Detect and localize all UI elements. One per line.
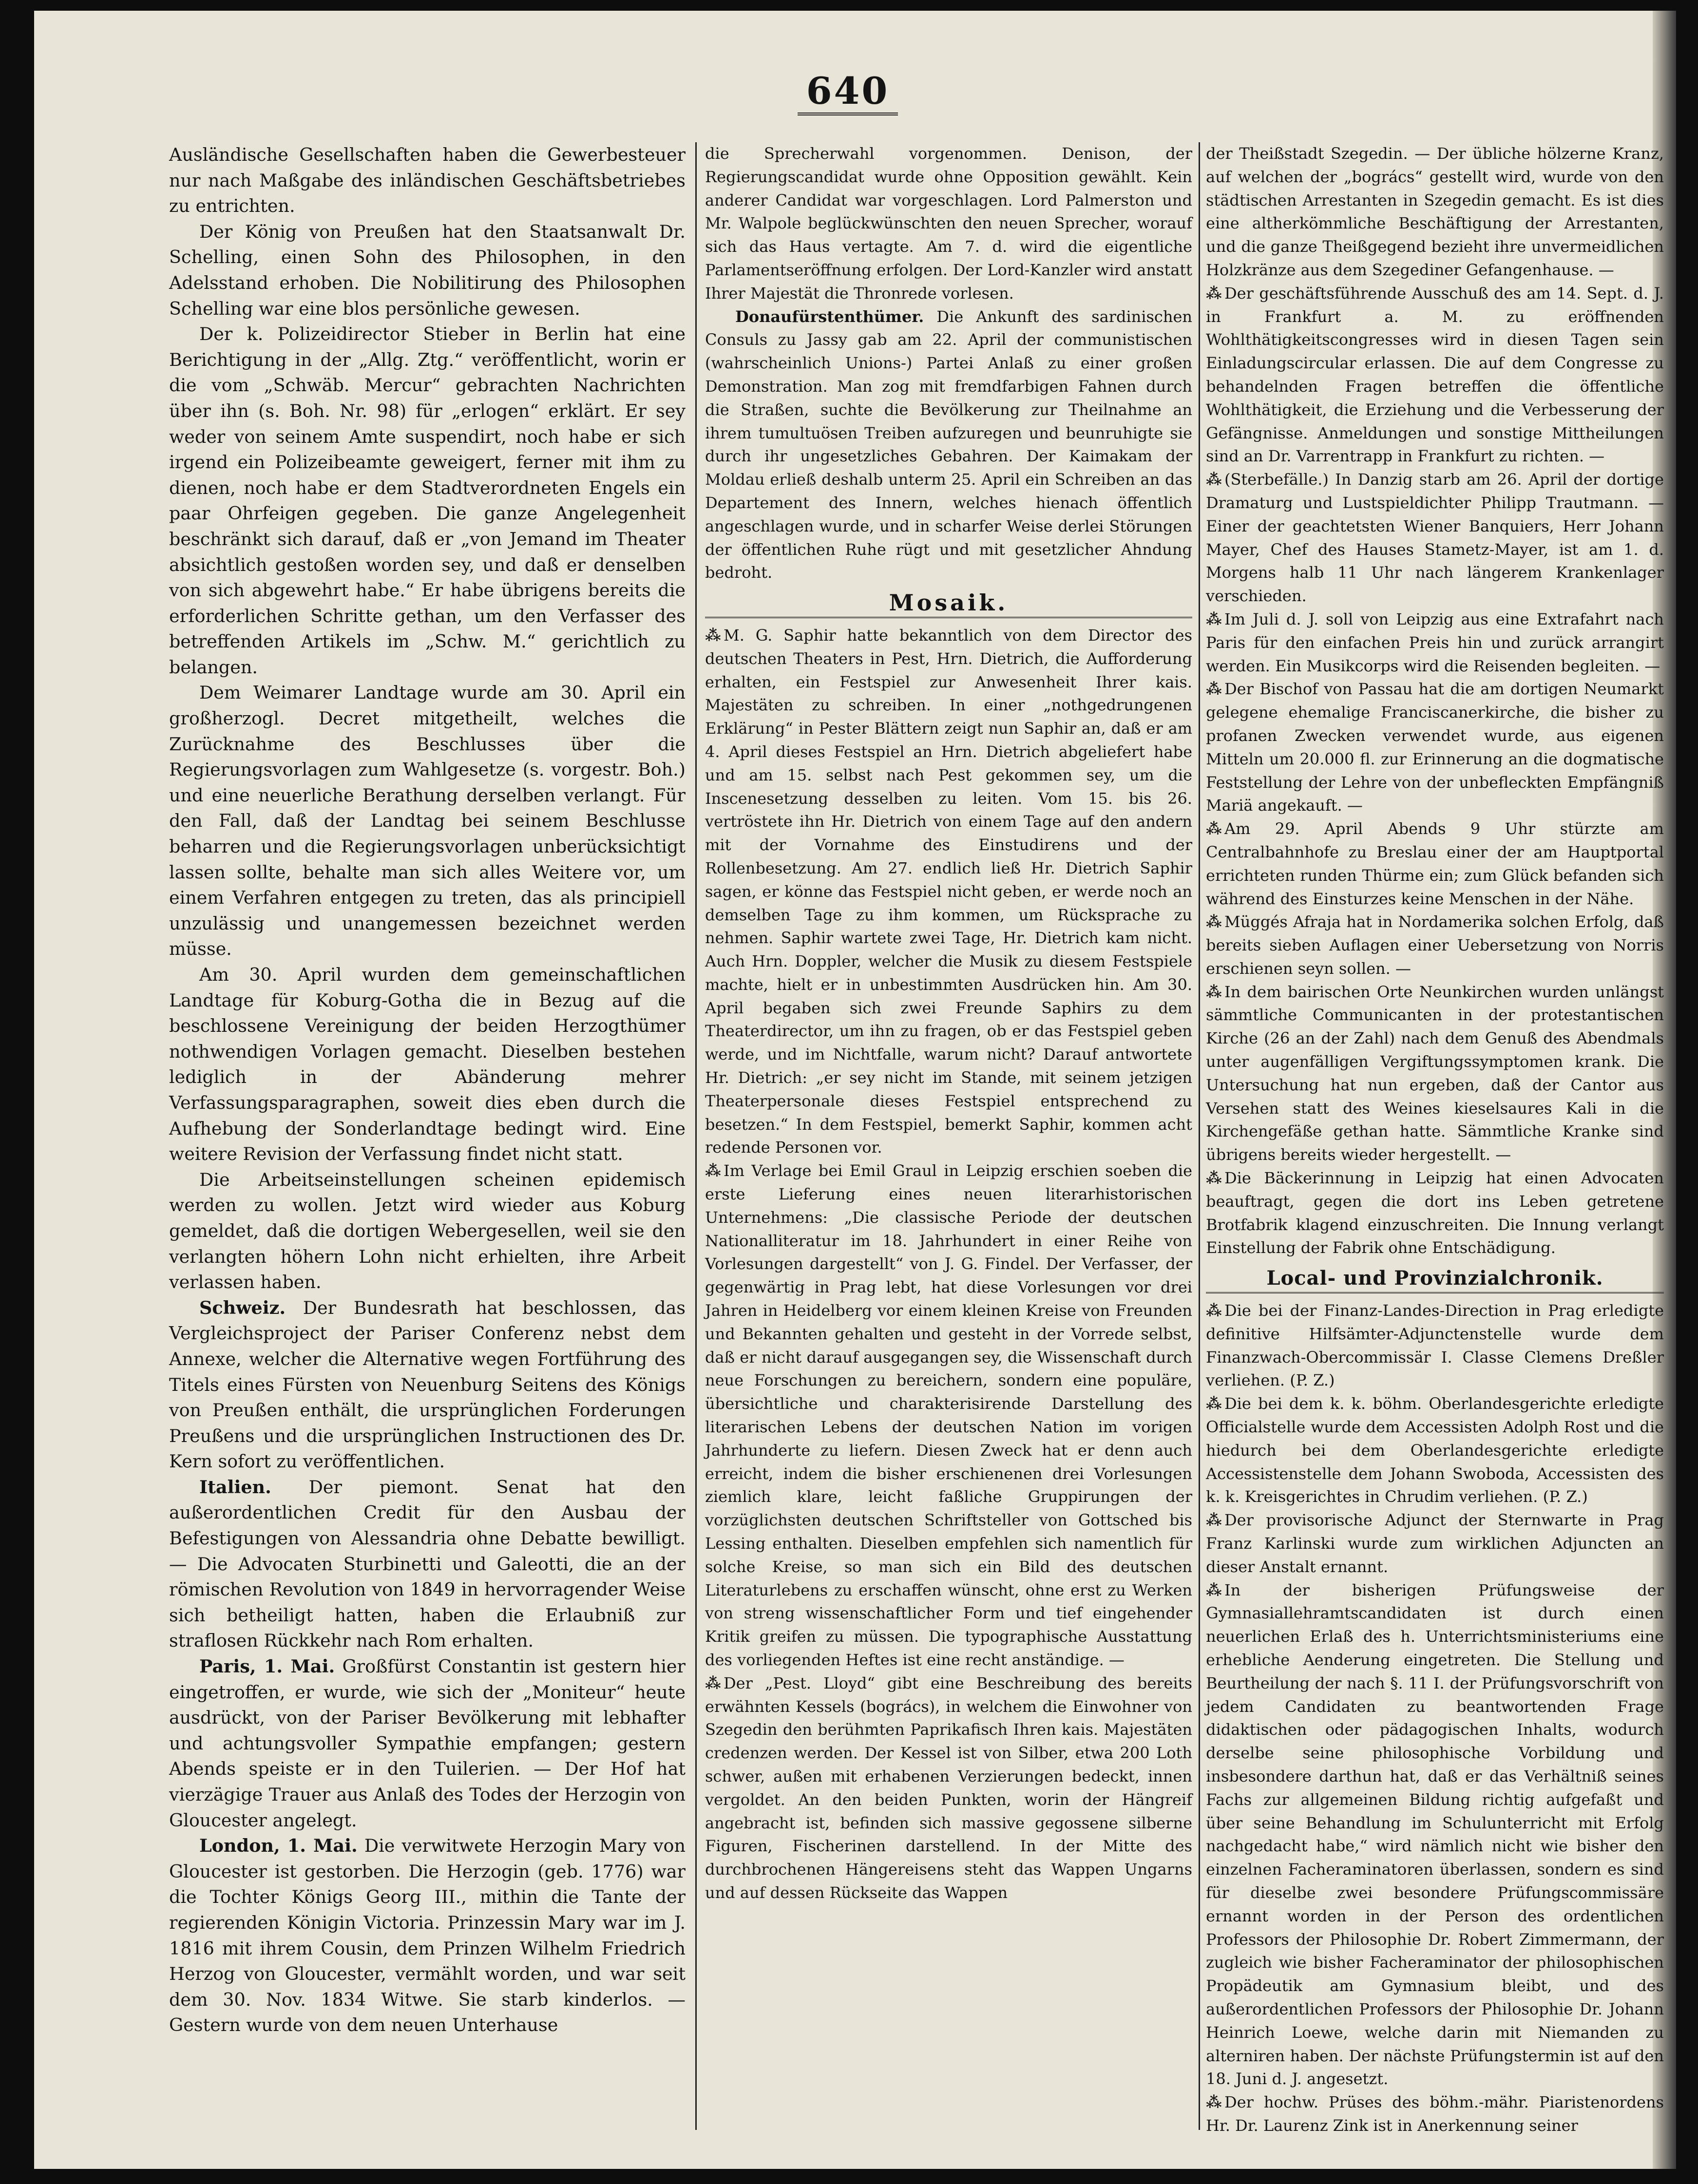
paragraph-text: Die bei dem k. k. böhm. Oberlandesgerichte erledigte Officialstelle wurde dem Accessisten Adolph Rost und die hiedurch bei dem Oberlandesgerichte erledigte Accessistenstelle dem Johann Swoboda, Accessisten des k. k. Kreisgerichtes in Chrudim verliehen. (P. Z.) — [1206, 1394, 1664, 1506]
paragraph-text: Im Juli d. J. soll von Leipzig aus eine Extrafahrt nach Paris für den einfachen Preis hin und zurück arrangirt werden. Ein Musikcorps wird die Reisenden begleiten. — — [1206, 609, 1664, 675]
column-rule — [695, 142, 697, 2130]
paragraph-text: Die bei der Finanz-Landes-Direction in Prag erledigte definitive Hilfsämter-Adjunctenstelle wurde dem Finanzwach-Obercommissär I. Classe Clemens Dreßler verliehen. (P. Z.) — [1206, 1301, 1664, 1390]
article-paragraph — [1206, 1579, 1664, 2091]
asterism-icon: ⁂ — [1206, 609, 1222, 628]
article-paragraph — [1206, 1167, 1664, 1260]
asterism-icon: ⁂ — [1206, 680, 1222, 699]
section-heading: Local- und Provinzialchronik. — [1206, 1267, 1664, 1293]
article-paragraph — [169, 1654, 686, 1833]
article-paragraph — [169, 322, 686, 680]
article-paragraph — [1206, 2091, 1664, 2138]
article-paragraph — [1206, 817, 1664, 911]
asterism-icon: ⁂ — [1206, 1394, 1222, 1413]
article-paragraph — [169, 142, 686, 219]
asterism-icon: ⁂ — [1206, 1301, 1222, 1320]
asterism-icon: ⁂ — [1206, 1580, 1222, 1599]
paragraph-text: Der Bundesrath hat beschlossen, das Vergleichsproject der Pariser Conferenz nebst dem Annexe, welcher die Alternative wegen Fortführung des Titels eines Fürsten von Neuenburg Seitens des Königs von Preußen enthält, die ursprünglichen Forderungen Preußens und die ursprünglichen Instructionen des Dr. Kern sofort zu veröffentlichen. — [169, 1297, 686, 1472]
asterism-icon: ⁂ — [1206, 912, 1222, 931]
paragraph-text: Im Verlage bei Emil Graul in Leipzig erschien soeben die erste Lieferung eines neuen literarhistorischen Unternehmens: „Die classische Periode der deutschen Nationalliteratur im 18. Jahrhundert in einer Reihe von Vorlesungen dargestellt“ von J. G. Findel. Der Verfasser, der gegenwärtig in Prag lebt, hat diese Vorlesungen vor drei Jahren in Heidelberg vor einem kleinen Kreise von Freunden und Bekannten gehalten und gesteht in der Vorrede selbst, daß er nicht darauf ausgegangen sey, die Wissenschaft durch neue Forschungen zu bereichern, sondern eine populäre, übersichtliche und charakterisirende Darstellung des literarischen Lebens der deutschen Nation im vorigen Jahrhunderte zu liefern. Diesen Zweck hat er denn auch erreicht, indem die bisher erschienenen drei Vorlesungen ziemlich klare, leicht faßliche Gruppirungen der vorzüglichsten deutschen Schriftsteller von Gottsched bis Lessing enthalten. Dieselben empfehlen sich namentlich für solche Kreise, so man sich ein Bild des deutschen Literaturlebens zu erschaffen wünscht, ohne erst zu Werken von streng wissenschaftlicher Form und tief eingehender Kritik greifen zu müssen. Die typographische Ausstattung des vorliegenden Heftes ist eine recht anständige. — — [705, 1161, 1192, 1669]
paragraph-text: In dem bairischen Orte Neunkirchen wurden unlängst sämmtliche Communicanten in der protestantischen Kirche (26 an der Zahl) nach dem Genuß des Abendmals unter augenfälligen Vergiftungssymptomen krank. Die Untersuchung hat nun ergeben, daß der Cantor aus Versehen statt des Weines kieselsaures Kali in die Kirchengefäße gethan hatte. Sämmtliche Kranke sind übrigens bereits wieder hergestellt. — — [1206, 982, 1664, 1164]
article-paragraph — [169, 1833, 686, 2038]
paragraph-text: Der hochw. Prüses des böhm.-mähr. Piaristenordens Hr. Dr. Laurenz Zink ist in Anerkennung seiner — [1206, 2093, 1664, 2135]
paragraph-text: die Sprecherwahl vorgenommen. Denison, der Regierungscandidat wurde ohne Opposition gewählt. Kein anderer Candidat war vorgeschlagen. Lord Palmerston und Mr. Walpole beglückwünschten den neuen Sprecher, worauf sich das Haus vertagte. Am 7. d. wird die eigentliche Parlamentseröffnung erfolgen. Der Lord-Kanzler wird anstatt Ihrer Majestät die Thronrede vorlesen. — [705, 144, 1192, 303]
asterism-icon: ⁂ — [705, 1161, 721, 1180]
paragraph-text: Am 29. April Abends 9 Uhr stürzte am Centralbahnhofe zu Breslau einer der am Hauptportal errichteten runden Thürme ein; zum Glück befanden sich während des Einsturzes keine Menschen in der Nähe. — [1206, 819, 1664, 908]
paragraph-text: M. G. Saphir hatte bekanntlich von dem Director des deutschen Theaters in Pest, Hrn. Dietrich, die Aufforderung erhalten, ein Festspiel zur Anwesenheit Ihrer kais. Majestäten zu schreiben. In einer „nothgedrungenen Erklärung“ in Pester Blättern zeigt nun Saphir an, daß er am 4. April dieses Festspiel an Hrn. Dietrich abgeliefert habe und am 15. selbst nach Pest gekommen sey, um die Inscenesetzung desselben zu leiten. Vom 15. bis 26. vertröstete ihn Hr. Dietrich von einem Tage auf den andern mit der Vornahme des Einstudirens und der Rollenbesetzung. Am 27. endlich ließ Hr. Dietrich Saphir sagen, er könne das Festspiel nicht geben, er werde noch an demselben Tage zu ihm kommen, um Rücksprache zu nehmen. Saphir wartete zwei Tage, Hr. Dietrich kam nicht. Auch Hrn. Doppler, welcher die Musik zu diesem Festspiele machte, hielt er in unbestimmten Ausdrücken hin. Am 30. April begaben sich zwei Freunde Saphirs zu dem Theaterdirector, um ihn zu fragen, ob er das Festspiel geben werde, und im Nichtfalle, warum nicht? Darauf antwortete Hr. Dietrich: „er sey nicht im Stande, mit seinem jetzigen Theaterpersonale dieses Festspiel entsprechend zu besetzen.“ In dem Festspiel, bemerkt Saphir, kommen acht redende Personen vor. — [705, 626, 1192, 1157]
article-paragraph — [169, 1167, 686, 1295]
article-paragraph — [1206, 678, 1664, 817]
paragraph-text: In der bisherigen Prüfungsweise der Gymnasiallehramtscandidaten ist durch einen neuerlichen Erlaß des h. Unterrichtsministeriums eine erhebliche Aenderung eingetreten. Die Stellung und Beurtheilung der nach §. 11 I. der Prüfungsvorschrift von jedem Candidaten zu beantwortenden Frage didaktischen oder pädagogischen Inhalts, wodurch derselbe seine philosophische Vorbildung und insbesondere darthun hat, daß er das Verhältniß seines Fachs zur allgemeinen Bildung richtig aufgefaßt und über seine Behandlung im Schulunterricht mit Erfolg nachgedacht habe,“ wird nämlich nicht wie bisher den einzelnen Facheraminatoren überlassen, sondern es sind für dieselbe zwei besondere Prüfungscommissäre ernannt worden in der Person des ordentlichen Professors der Philosophie Dr. Robert Zimmermann, der zugleich wie bisher Facheraminator der philosophischen Propädeutik am Gymnasium bleibt, und des außerordentlichen Professors der Philosophie Dr. Johann Heinrich Loewe, welche darin mit Niemanden zu alterniren haben. Der nächste Prüfungstermin ist auf den 18. Juni d. J. angesetzt. — [1206, 1580, 1664, 2089]
article-paragraph — [169, 680, 686, 962]
paragraph-text: Der „Pest. Lloyd“ gibt eine Beschreibung des bereits erwähnten Kessels (bogrács), in welchem die Einwohner von Szegedin den berühmten Paprikafisch Ihren kais. Majestäten credenzen werden. Der Kessel ist von Silber, etwa 200 Loth schwer, außen mit erhabenen Verzierungen bedeckt, innen vergoldet. An den beiden Punkten, worin der Hängreif angebracht ist, befinden sich massive gegossene silberne Figuren, Fischerinen darstellend. In der Mitte des durchbrochenen Hängereisens steht das Wappen Ungarns und auf dessen Rückseite das Wappen — [705, 1673, 1192, 1902]
column-middle — [705, 142, 1192, 2120]
page-number — [34, 69, 1661, 113]
dateline-heading: Donaufürstenthümer. — [735, 307, 924, 326]
paragraph-text: Am 30. April wurden dem gemeinschaftlichen Landtage für Koburg-Gotha die in Bezug auf die beschlossene Vereinigung der beiden Herzogthümer nothwendigen Vorlagen gemacht. Dieselben bestehen lediglich in der Abänderung mehrer Verfassungsparagraphen, soweit dies eben durch die Aufhebung der Sonderlandtage bedingt wird. Eine weitere Revision der Verfassung findet nicht statt. — [169, 964, 686, 1165]
newspaper-page — [34, 11, 1664, 2169]
paragraph-text: Dem Weimarer Landtage wurde am 30. April ein großherzogl. Decret mitgetheilt, welches die Zurücknahme des Beschlusses über die Regierungsvorlagen zum Wahlgesetze (s. vorgestr. Boh.) und eine neuerliche Berathung derselben verlangt. Für den Fall, daß der Landtag bei seinem Beschlusse beharren und die Regierungsvorlagen unberücksichtigt lassen sollte, behalte man sich alles Weitere vor, um einem Verfahren entgegen zu treten, das als principiell unzulässig und unangemessen bezeichnet werden müsse. — [169, 682, 686, 960]
article-paragraph — [1206, 1392, 1664, 1509]
article-paragraph — [705, 1672, 1192, 1905]
paragraph-text: Der König von Preußen hat den Staatsanwalt Dr. Schelling, einen Sohn des Philosophen, in den Adelsstand erhoben. Die Nobilitirung des Philosophen Schelling war eine blos persönliche gewesen. — [169, 221, 686, 319]
dateline-heading: Paris, 1. Mai. — [199, 1656, 335, 1677]
paragraph-text: Die Bäckerinnung in Leipzig hat einen Advocaten beauftragt, gegen die dort ins Leben getretene Brotfabrik klagend einzuschreiten. Die Innung verlangt Einstellung der Fabrik ohne Entschädigung. — [1206, 1169, 1664, 1257]
column-right — [1206, 142, 1664, 2135]
article-paragraph — [1206, 608, 1664, 678]
column-left — [169, 142, 686, 2120]
article-paragraph — [1206, 282, 1664, 468]
article-paragraph — [1206, 911, 1664, 980]
page-number-text: 640 — [798, 69, 898, 115]
paragraph-text: Der k. Polizeidirector Stieber in Berlin hat eine Berichtigung in der „Allg. Ztg.“ veröffentlicht, worin er die vom „Schwäb. Mercur“ gebrachten Nachrichten über ihn (s. Boh. Nr. 98) für „erlogen“ erklärt. Er sey weder von seinem Amte suspendirt, noch habe er sich irgend ein Polizeibeamte geweigert, ferner mit ihm zu dienen, noch habe er dem Stadtverordneten Engels ein paar Ohrfeigen gegeben. Die ganze Angelegenheit beschränkt sich darauf, daß er „von Jemand im Theater absichtlich gestoßen worden sey, und daß er denselben von sich abgewehrt habe.“ Er habe übrigens bereits die erforderlichen Schritte gethan, um den Verfasser des betreffenden Artikels im „Schw. M.“ gerichtlich zu belangen. — [169, 323, 686, 678]
paragraph-text: Die Arbeitseinstellungen scheinen epidemisch werden zu wollen. Jetzt wird wieder aus Koburg gemeldet, daß die dortigen Webergesellen, weil sie den verlangten höhern Lohn nicht erhielten, ihre Arbeit verlassen haben. — [169, 1169, 686, 1293]
asterism-icon: ⁂ — [1206, 1511, 1222, 1530]
asterism-icon: ⁂ — [1206, 470, 1222, 489]
article-paragraph — [169, 219, 686, 322]
article-paragraph — [169, 1475, 686, 1654]
paragraph-text: Ausländische Gesellschaften haben die Gewerbesteuer nur nach Maßgabe des inländischen Geschäftsbetriebes zu entrichten. — [169, 144, 686, 217]
paragraph-text: Die Ankunft des sardinischen Consuls zu Jassy gab am 22. April der communistischen (wahrscheinlich Unions-) Partei Anlaß zu einer großen Demonstration. Man zog mit fremdfarbigen Fahnen durch die Straßen, suchte die Bevölkerung zur Theilnahme an ihrem tumultuösen Treiben aufzuregen und beunruhigte sie durch ihr ungesetzliches Gebahren. Der Kaimakam der Moldau erließ deshalb unterm 25. April ein Schreiben an das Departement des Innern, welches hienach öffentlich angeschlagen wurde, und in scharfer Weise derlei Störungen der öffentlichen Ruhe rügt und mit gesetzlicher Ahndung bedroht. — [705, 307, 1192, 582]
column-rule — [1199, 142, 1200, 2130]
article-paragraph — [1206, 1509, 1664, 1578]
paragraph-text: Müggés Afraja hat in Nordamerika solchen Erfolg, daß bereits sieben Auflagen einer Uebersetzung von Norris erschienen seyn sollen. — — [1206, 912, 1664, 978]
paragraph-text: Die verwitwete Herzogin Mary von Gloucester ist gestorben. Die Herzogin (geb. 1776) war die Tochter Königs Georg III., mithin die Tante der regierenden Königin Victoria. Prinzessin Mary war im J. 1816 mit ihrem Cousin, dem Prinzen Wilhelm Friedrich Herzog von Gloucester, vermählt worden, und war seit dem 30. Nov. 1834 Witwe. Sie starb kinderlos. — Gestern wurde von dem neuen Unterhause — [169, 1835, 686, 2036]
article-paragraph — [705, 624, 1192, 1159]
article-paragraph — [705, 1159, 1192, 1672]
article-paragraph — [1206, 1299, 1664, 1392]
asterism-icon: ⁂ — [1206, 284, 1222, 303]
article-paragraph — [1206, 468, 1664, 608]
paragraph-text: (Sterbefälle.) In Danzig starb am 26. April der dortige Dramaturg und Lustspieldichter Philipp Trautmann. — Einer der geachtetsten Wiener Banquiers, Herr Johann Mayer, Chef des Hauses Stametz-Mayer, ist am 1. d. Morgens halb 11 Uhr nach längerem Krankenlager verschieden. — [1206, 470, 1664, 606]
paragraph-text: Der Bischof von Passau hat die am dortigen Neumarkt gelegene ehemalige Franciscanerkirche, die bisher zu profanen Zwecken verwendet wurde, aus eigenen Mitteln um 20.000 fl. zur Erinnerung an die dogmatische Feststellung der Lehre von der unbefleckten Empfängniß Mariä angekauft. — — [1206, 680, 1664, 815]
paragraph-text: Der provisorische Adjunct der Sternwarte in Prag Franz Karlinski wurde zum wirklichen Adjuncten an dieser Anstalt ernannt. — [1206, 1511, 1664, 1576]
article-paragraph — [705, 142, 1192, 305]
paragraph-text: Der piemont. Senat hat den außerordentlichen Credit für den Ausbau der Befestigungen von Alessandria ohne Debatte bewilligt. — Die Advocaten Sturbinetti und Galeotti, die an der römischen Revolution von 1849 in hervorragender Weise sich betheiligt hatten, haben die Erlaubniß zur straflosen Rückkehr nach Rom erhalten. — [169, 1476, 686, 1652]
asterism-icon: ⁂ — [1206, 819, 1222, 838]
article-paragraph — [169, 1295, 686, 1475]
asterism-icon: ⁂ — [1206, 2093, 1222, 2112]
article-paragraph — [1206, 981, 1664, 1167]
asterism-icon: ⁂ — [1206, 1169, 1222, 1188]
article-paragraph — [169, 962, 686, 1167]
article-paragraph — [705, 305, 1192, 585]
paragraph-text: der Theißstadt Szegedin. — Der übliche hölzerne Kranz, auf welchen der „bogrács“ gestellt wird, wurde von den städtischen Arrestanten in Szegedin gemacht. Es ist dies eine altherkömmliche Beschäftigung der Arrestanten, und die ganze Theißgegend bezieht ihre unvermeidlichen Holzkränze aus dem Szegediner Gefangenhause. — — [1206, 144, 1664, 279]
asterism-icon: ⁂ — [705, 1673, 721, 1692]
paragraph-text: Großfürst Constantin ist gestern hier eingetroffen, er wurde, wie sich der „Moniteur“ heute ausdrückt, von der Pariser Bevölkerung mit lebhafter und achtungsvoller Sympathie empfangen; gestern Abends speiste er in den Tuilerien. — Der Hof hat vierzägige Trauer aus Anlaß des Todes der Herzogin von Gloucester angelegt. — [169, 1656, 686, 1831]
dateline-heading: Schweiz. — [199, 1297, 286, 1318]
asterism-icon: ⁂ — [1206, 982, 1222, 1001]
dateline-heading: Italien. — [199, 1476, 271, 1498]
dateline-heading: London, 1. Mai. — [199, 1835, 358, 1857]
paragraph-text: Der geschäftsführende Ausschuß des am 14. Sept. d. J. in Frankfurt a. M. zu eröffnenden Wohlthätigkeitscongresses wird in diesen Tagen sein Einladungscircular erlassen. Die auf dem Congresse zu behandelnden Fragen betreffen die öffentliche Wohlthätigkeit, die Erziehung und die Verbesserung der Gefängnisse. Anmeldungen und sonstige Mittheilungen sind an Dr. Varrentrapp in Frankfurt zu richten. — — [1206, 284, 1664, 466]
section-heading: Mosaik. — [705, 591, 1192, 618]
asterism-icon: ⁂ — [705, 626, 721, 645]
article-paragraph — [1206, 142, 1664, 282]
